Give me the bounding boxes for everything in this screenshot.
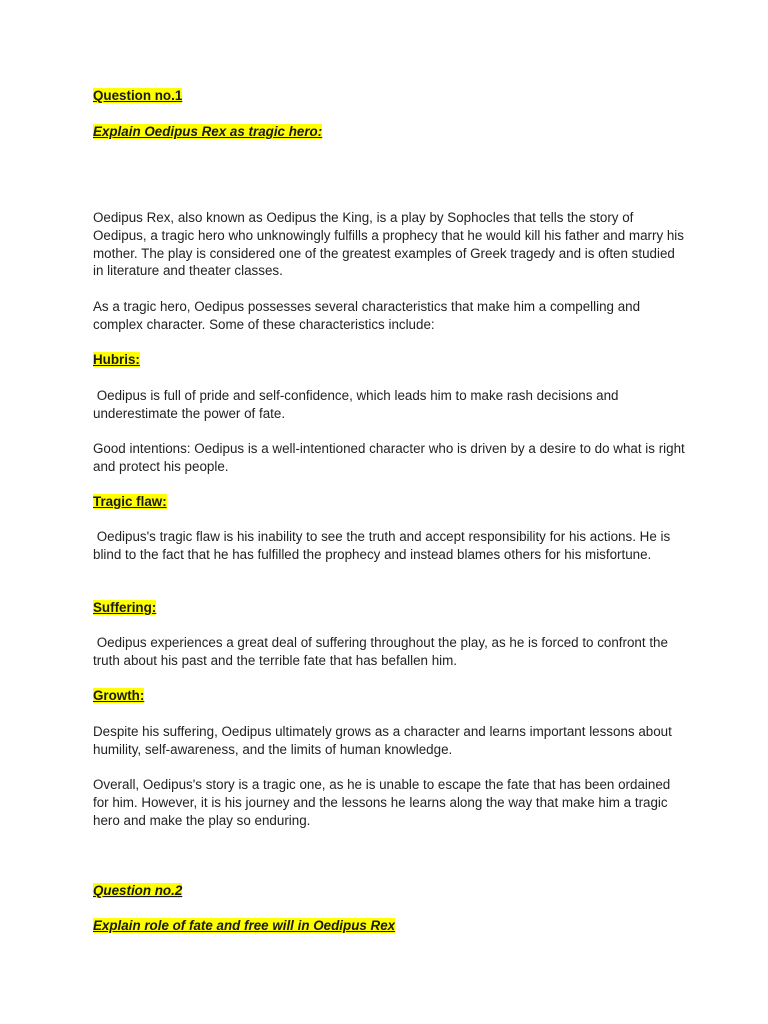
tragic-flaw-heading-line — [93, 493, 167, 511]
tragic-flaw-heading: Tragic flaw: — [93, 494, 167, 509]
growth-heading: Growth: — [93, 688, 145, 703]
question-2-title-line — [93, 917, 395, 935]
suffering-heading-line — [93, 599, 156, 617]
suffering-heading: Suffering: — [93, 600, 157, 615]
hubris-paragraph: Oedipus is full of pride and self-confidence, which leads him to make rash decisions and underestimate the power of fate. — [93, 388, 623, 421]
question-1-title: Explain Oedipus Rex as tragic hero: — [93, 124, 323, 139]
growth-heading-line — [93, 687, 144, 705]
intro-paragraph-1: Oedipus Rex, also known as Oedipus the King, is a play by Sophocles that tells the story of Oedipus, a tragic hero who unknowingly fulfills a prophecy that he would kill his father and marry his mother. The play is considered one of the greatest examples of Greek tragedy and is often studied in literature and theater classes. — [93, 210, 684, 279]
hubris-heading-line — [93, 351, 140, 369]
intro-paragraph-2: As a tragic hero, Oedipus possesses several characteristics that make him a compelling and complex character. Some of these characteristics include: — [93, 299, 641, 332]
question-1-label-line — [93, 87, 182, 105]
growth-paragraph: Despite his suffering, Oedipus ultimately grows as a character and learns important lessons about humility, self-awareness, and the limits of human knowledge. — [93, 724, 672, 757]
question-1-label: Question no.1 — [93, 88, 183, 103]
hubris-heading: Hubris: — [93, 352, 140, 367]
conclusion-paragraph: Overall, Oedipus's story is a tragic one, as he is unable to escape the fate that has been ordained for him. However, it is his journey and the lessons he learns along the way that make him a tragic hero and make the play so enduring. — [93, 777, 671, 828]
good-intentions-paragraph: Good intentions: Oedipus is a well-intentioned character who is driven by a desire to do what is right and protect his people. — [93, 441, 685, 474]
question-2-title: Explain role of fate and free will in Oedipus Rex — [93, 918, 396, 933]
question-2-label-line — [93, 882, 182, 900]
suffering-paragraph: Oedipus experiences a great deal of suffering throughout the play, as he is forced to confront the truth about his past and the terrible fate that has befallen him. — [93, 635, 672, 668]
tragic-flaw-paragraph: Oedipus's tragic flaw is his inability to see the truth and accept responsibility for his actions. He is blind to the fact that he has fulfilled the prophecy and instead blames others for his misfortune. — [93, 529, 674, 562]
question-2-label: Question no.2 — [93, 883, 183, 898]
question-1-title-line — [93, 123, 322, 141]
